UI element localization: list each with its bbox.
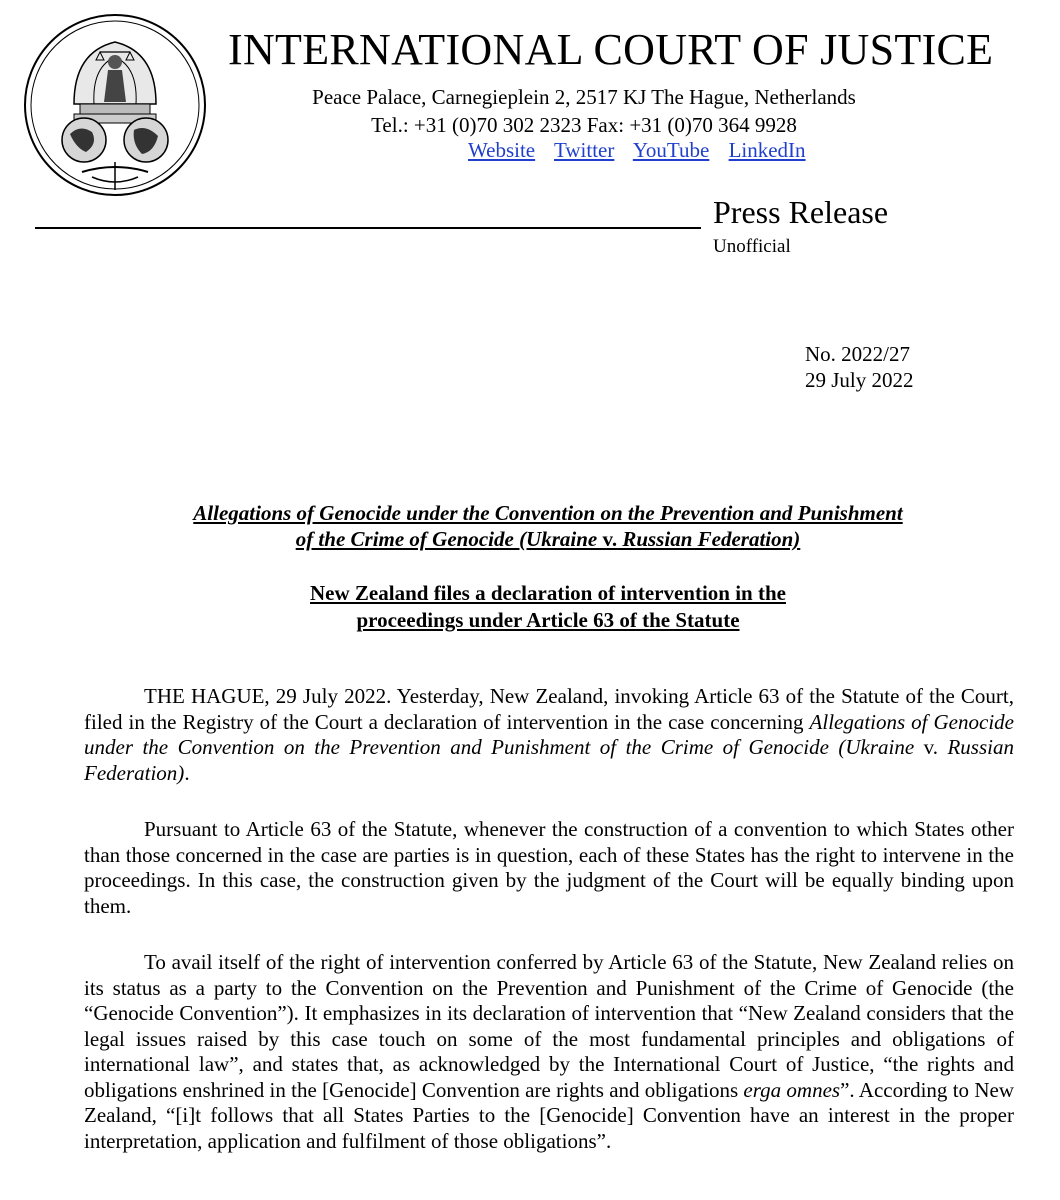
body-paragraph-2: Pursuant to Article 63 of the Statute, whenever the construction of a convention to which States other than those concerned in the case are parties is in question, each of these States has the right to intervene in the proceedings. In this case, the construction given by the judgment of the Court will be equally binding upon them. <box>84 817 1014 918</box>
social-links <box>468 136 820 164</box>
body-paragraph-1 <box>84 684 1014 786</box>
header-divider <box>35 227 701 229</box>
case-title-versus: v. <box>602 527 618 551</box>
court-address-block <box>0 83 1060 139</box>
court-name-heading: INTERNATIONAL COURT OF JUSTICE <box>228 25 994 74</box>
headline-line-2: proceedings under Article 63 of the Statute <box>356 608 740 632</box>
press-headline <box>0 580 1060 634</box>
twitter-link[interactable]: Twitter <box>554 138 615 162</box>
headline-line-1: New Zealand files a declaration of intervention in the <box>310 581 786 605</box>
p3-text-b: ”. According to New Zealand, “[i]t follows that all States Parties to the [Genocide] Convention have an interest in the proper interpretation, application and fulfilment of those obligations”. <box>84 1077 1014 1153</box>
p3-text-a: To avail itself of the right of intervention conferred by Article 63 of the Statute, New Zealand relies on its status as a party to the Convention on the Prevention and Punishment of the Crime of Genocide (the “Genocide Convention”). It emphasizes in its declaration of intervention that “New Zealand considers that the legal issues raised by this case touch on some of the most fundamental principles and obligations of international law”, and states that, as acknowledged by the International Court of Justice, “the rights and obligations enshrined in the [Genocide] Convention are rights and obligations <box>84 950 1014 1102</box>
release-date: 29 July 2022 <box>805 368 914 392</box>
case-title <box>0 500 1060 552</box>
release-number: No. 2022/27 <box>805 342 910 366</box>
postal-address: Peace Palace, Carnegieplein 2, 2517 KJ The Hague, Netherlands <box>312 85 856 109</box>
p1-case-name-a: Allegations of Genocide under the Convention on the Prevention and Punishment of the Crime of Genocide (Ukraine <box>84 709 1014 759</box>
p1-case-name-b: Russian Federation) <box>84 735 1014 785</box>
youtube-link[interactable]: YouTube <box>632 138 710 162</box>
case-title-part-b: Russian Federation) <box>617 527 801 551</box>
case-title-part-a: of the Crime of Genocide (Ukraine <box>295 527 603 551</box>
case-title-line-1: Allegations of Genocide under the Convention on the Prevention and Punishment <box>193 501 903 525</box>
case-title-line-2 <box>0 526 1060 552</box>
linkedin-link[interactable]: LinkedIn <box>728 138 806 162</box>
p3-erga-omnes: erga omnes <box>743 1077 841 1102</box>
website-link[interactable]: Website <box>468 138 536 162</box>
phone-fax: Tel.: +31 (0)70 302 2323 Fax: +31 (0)70 364 9928 <box>371 113 797 137</box>
body-paragraph-3 <box>84 950 1014 1154</box>
p1-text: THE HAGUE, 29 July 2022. Yesterday, New Zealand, invoking Article 63 of the Statute of the Court, filed in the Registry of the Court a declaration of intervention in the case concerning <box>84 684 1014 734</box>
release-reference <box>805 341 914 393</box>
press-release-label: Press Release <box>713 194 889 230</box>
p1-end: . <box>184 760 190 785</box>
p1-versus: v. <box>923 735 939 759</box>
unofficial-label: Unofficial <box>713 236 791 257</box>
